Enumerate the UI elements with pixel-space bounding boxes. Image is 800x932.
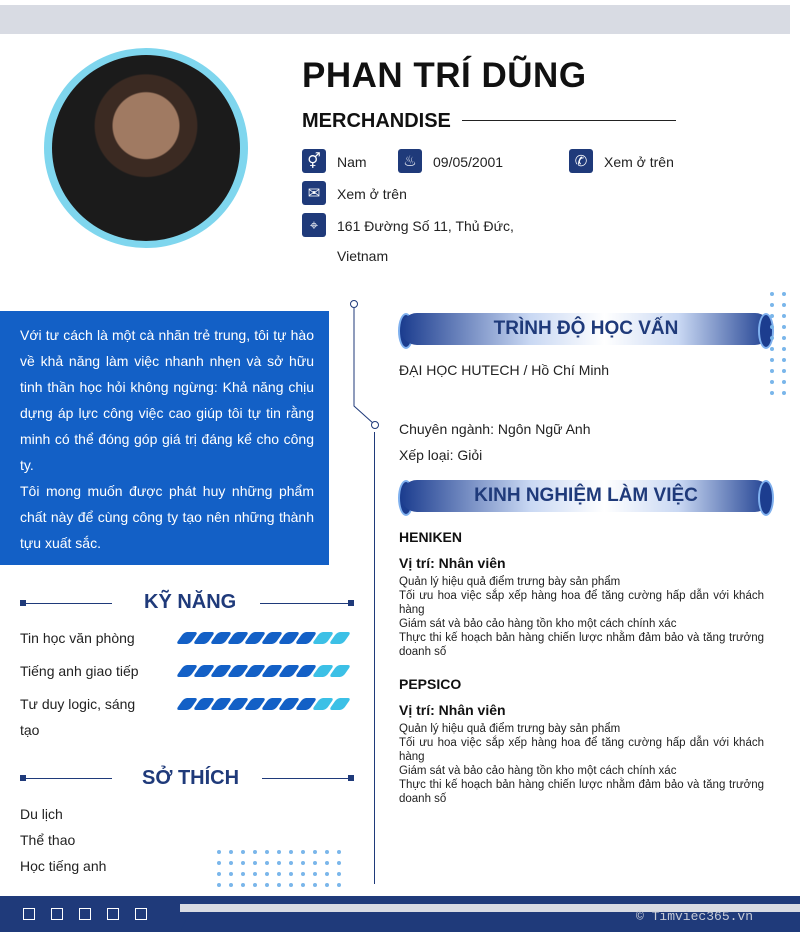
section-line — [260, 603, 348, 604]
job-duties — [399, 575, 764, 659]
decor-dot — [301, 861, 305, 865]
job-company: HENIKEN — [399, 529, 463, 545]
job-company: PEPSICO — [399, 676, 462, 692]
job-duty: Thực thi kế hoạch bản hàng chiến lược nhằm đảm bảo và tăng trưởng doanh số — [399, 779, 764, 805]
decor-dot — [265, 872, 269, 876]
decor-dot — [782, 303, 786, 307]
hobbies-title: SỞ THÍCH — [142, 767, 240, 789]
decor-dot — [782, 347, 786, 351]
summary-paragraph: Tôi mong muốn được phát huy những phẩm chất này để cùng công ty tạo nên những thành tựu xuất sắc. — [20, 483, 314, 551]
decor-dot — [337, 850, 341, 854]
footer-square-icon — [79, 908, 91, 920]
summary-text — [20, 322, 314, 556]
decor-dot — [313, 850, 317, 854]
banner-cap — [758, 480, 774, 516]
decor-dot — [277, 850, 281, 854]
position-divider — [462, 120, 676, 121]
decor-dot — [770, 347, 774, 351]
education-title: TRÌNH ĐỘ HỌC VẤN — [493, 318, 679, 339]
decor-dot — [782, 380, 786, 384]
decor-dot — [253, 861, 257, 865]
skill-name: Tiếng anh giao tiếp — [20, 663, 139, 679]
skill-bar — [180, 698, 347, 710]
phone-value: Xem ở trên — [604, 154, 674, 170]
location-icon: ⌖ — [302, 213, 326, 237]
decor-dot — [289, 872, 293, 876]
decor-dot — [782, 391, 786, 395]
skill-bar — [180, 665, 347, 677]
decor-dot — [782, 325, 786, 329]
decor-dot — [313, 872, 317, 876]
decor-dot — [265, 861, 269, 865]
top-band — [0, 5, 790, 34]
decor-dot — [782, 292, 786, 296]
skill-bar — [180, 632, 347, 644]
decor-dot — [289, 861, 293, 865]
education-major: Chuyên ngành: Ngôn Ngữ Anh — [399, 421, 591, 437]
decor-dot — [217, 872, 221, 876]
decor-dot — [229, 872, 233, 876]
gender-value: Nam — [337, 154, 367, 170]
decor-dot — [301, 872, 305, 876]
decor-dot — [325, 861, 329, 865]
decor-dot — [241, 872, 245, 876]
section-marker — [348, 600, 354, 606]
decor-dot — [770, 336, 774, 340]
decor-dot — [770, 391, 774, 395]
decor-dot — [253, 850, 257, 854]
avatar — [52, 55, 240, 241]
decor-dot — [229, 861, 233, 865]
dot-grid-decoration — [770, 292, 786, 395]
decor-dot — [325, 883, 329, 887]
decor-dot — [770, 303, 774, 307]
experience-title: KINH NGHIỆM LÀM VIỆC — [474, 485, 698, 506]
decor-dot — [277, 872, 281, 876]
address-line2: Vietnam — [337, 248, 389, 264]
decor-dot — [337, 861, 341, 865]
decor-dot — [782, 369, 786, 373]
decor-dot — [217, 883, 221, 887]
decor-dot — [337, 883, 341, 887]
job-duty: Giám sát và bảo cảo hàng tồn kho một cách chính xác — [399, 618, 677, 630]
decor-dot — [229, 850, 233, 854]
decor-dot — [277, 861, 281, 865]
decor-dot — [241, 850, 245, 854]
decor-dot — [253, 872, 257, 876]
footer-square-icon — [23, 908, 35, 920]
skill-name: Tư duy logic, sáng tạo — [20, 696, 136, 738]
skills-title: KỸ NĂNG — [144, 591, 237, 613]
decor-dot — [770, 292, 774, 296]
decor-dot — [782, 314, 786, 318]
watermark: © Timviec365.vn — [636, 909, 754, 924]
footer-square-icon — [135, 908, 147, 920]
section-line — [262, 778, 348, 779]
birthday-value: 09/05/2001 — [433, 154, 504, 170]
decor-dot — [301, 883, 305, 887]
candidate-name: PHAN TRÍ DŨNG — [302, 56, 587, 95]
section-marker — [348, 775, 354, 781]
decor-dot — [770, 380, 774, 384]
decor-dot — [782, 358, 786, 362]
job-position: Vị trí: Nhân viên — [399, 555, 506, 571]
decor-dot — [289, 883, 293, 887]
cake-icon: ♨ — [398, 149, 422, 173]
decor-dot — [253, 883, 257, 887]
job-duty: Thực thi kế hoạch bản hàng chiến lược nhằm đảm bảo và tăng trưởng doanh số — [399, 632, 764, 658]
section-line — [26, 778, 112, 779]
job-duty: Giám sát và bảo cảo hàng tồn kho một cách chính xác — [399, 765, 677, 777]
address-line1: 161 Đường Số 11, Thủ Đức, — [337, 218, 514, 234]
timeline-line — [374, 432, 375, 884]
education-banner — [401, 313, 771, 345]
decor-dot — [265, 850, 269, 854]
hobby-item: Thể thao — [20, 832, 76, 848]
decor-dot — [301, 850, 305, 854]
decor-dot — [313, 861, 317, 865]
education-grade: Xếp loại: Giỏi — [399, 447, 483, 463]
decor-dot — [770, 369, 774, 373]
timeline-connector — [345, 298, 385, 433]
decor-dot — [229, 883, 233, 887]
skill-name: Tin học văn phòng — [20, 630, 135, 646]
decor-dot — [313, 883, 317, 887]
decor-dot — [770, 325, 774, 329]
gender-icon: ⚥ — [302, 149, 326, 173]
job-position: Vị trí: Nhân viên — [399, 702, 506, 718]
job-duties — [399, 722, 764, 806]
decor-dot — [217, 850, 221, 854]
summary-paragraph: Với tư cách là một cà nhãn trẻ trung, tôi tự hào về khả năng làm việc nhanh nhẹn và sở hữu tinh thần học hỏi không ngừng: Khả năng chịu dựng áp lực công việc cao giúp tôi tự tin rằng minh có thể đóng góp giá trị đáng kể cho công ty. — [20, 327, 314, 473]
job-duty: Tối ưu hoa việc sắp xếp hàng hoa để tăng cường hấp dẫn với khách hàng — [399, 737, 764, 763]
job-duty: Quản lý hiệu quả điểm trưng bày sản phẩm — [399, 723, 621, 735]
decor-dot — [217, 861, 221, 865]
decor-dot — [770, 314, 774, 318]
decor-dot — [277, 883, 281, 887]
mail-icon: ✉ — [302, 181, 326, 205]
hobby-item: Học tiếng anh — [20, 858, 107, 874]
section-line — [26, 603, 112, 604]
job-duty: Tối ưu hoa việc sắp xếp hàng hoa để tăng cường hấp dẫn với khách hàng — [399, 590, 764, 616]
decor-dot — [241, 861, 245, 865]
decor-dot — [289, 850, 293, 854]
dot-grid-decoration — [217, 850, 341, 887]
hobby-item: Du lịch — [20, 806, 63, 822]
email-value: Xem ở trên — [337, 186, 407, 202]
candidate-position: MERCHANDISE — [302, 110, 451, 132]
education-school: ĐẠI HỌC HUTECH / Hồ Chí Minh — [399, 362, 610, 378]
phone-icon: ✆ — [569, 149, 593, 173]
decor-dot — [325, 850, 329, 854]
footer-square-icon — [107, 908, 119, 920]
decor-dot — [325, 872, 329, 876]
decor-dot — [337, 872, 341, 876]
decor-dot — [265, 883, 269, 887]
decor-dot — [770, 358, 774, 362]
footer-square-icon — [51, 908, 63, 920]
experience-banner — [401, 480, 771, 512]
decor-dot — [241, 883, 245, 887]
decor-dot — [782, 336, 786, 340]
job-duty: Quản lý hiệu quả điểm trưng bày sản phẩm — [399, 576, 621, 588]
